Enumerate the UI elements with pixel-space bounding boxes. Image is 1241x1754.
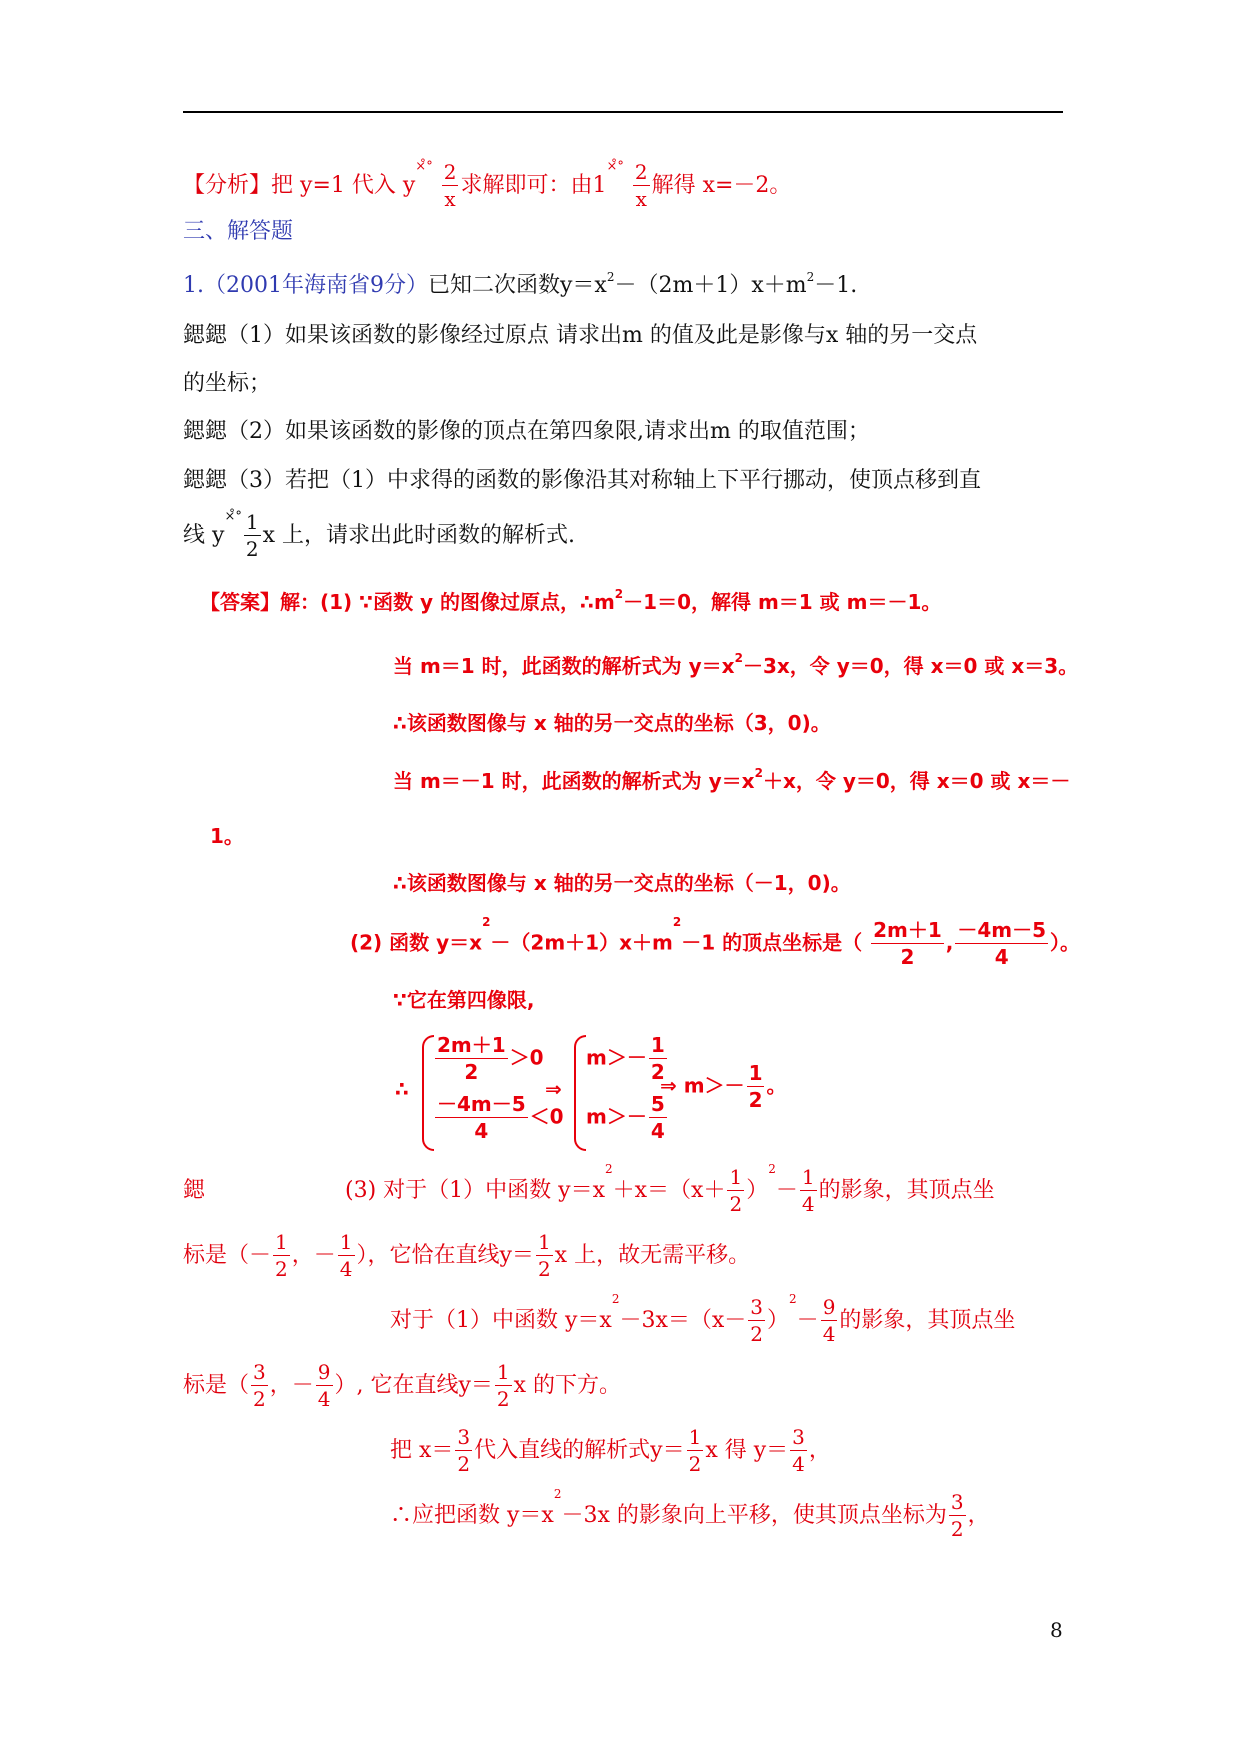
therefore-symbol: ∴ <box>395 1077 409 1101</box>
section-title: 三、解答题 <box>183 219 294 244</box>
answer-tag: 【答案】 <box>200 590 280 614</box>
answer-line1: 【答案】解：(1) ∵函数 y 的图像过原点，$\therefore m^2-1=0$，解得 m＝1 或 m＝－1。 <box>200 587 942 614</box>
system-m1: m＞－ $\frac{1}{2}$ <box>586 1033 665 1084</box>
question-part3-line1: 鍶鍶（3）若把（1）中求得的函数的影像沿其对称轴上下平行挪动，使顶点移到直 <box>183 468 981 493</box>
question-part2: 鍶鍶（2）如果该函数的影像的顶点在第四象限,请求出m 的取值范围； <box>183 419 870 444</box>
system-m2: m＞－ $\frac{5}{4}$ <box>586 1092 665 1143</box>
question-stem: 1.（2001年海南省9分）已知二次函数$y=x^2-(2m+1)x+m^2-1$. <box>183 270 858 298</box>
page-number: 8 <box>1050 1618 1063 1642</box>
system-arrow: ⇒ <box>545 1077 562 1101</box>
answer-line4-cont: 1。 <box>210 824 244 848</box>
part3-line4: 标是（ $\frac{3}{2}$ ，－ $\frac{9}{4}$ ）, 它在直线y＝ $\frac{1}{2}$ x 的下方。 <box>183 1360 622 1411</box>
part3-line5: 把 x＝ $\frac{3}{2}$ 代入直线的解析式y＝ $\frac{1}{2}$ x 得 y＝ $\frac{3}{4}$ ， <box>390 1425 831 1476</box>
part3-line2: 标是（－ $\frac{1}{2}$ ，－ $\frac{1}{4}$ ），它恰在直线y＝ $\frac{1}{2}$ x 上，故无需平移。 <box>183 1230 751 1281</box>
question-part1-line1: 鍶鍶（1）如果该函数的影像经过原点 请求出m 的值及此是影像与x 轴的另一交点 <box>183 323 978 348</box>
fraction: $\frac{2m+1}{2}$ <box>873 918 942 969</box>
part3-line3: 对于（1）中函数 $y=x^2-3x=(x-$ $\frac{3}{2}$ ）$^2$－ $\frac{9}{4}$ 的影象，其顶点坐 <box>390 1292 1016 1346</box>
question-part1-line2: 的坐标； <box>183 371 272 396</box>
system-row2: $\frac{-4m-5}{4}$ ＜0 <box>437 1092 564 1143</box>
answer-line6: (2) 函数 $y=x^2-(2m+1)x+m^2-1$ 的顶点坐标是（ $\frac{2m+1}{2}$ , $\frac{-4m-5}{4}$ ）。 <box>350 915 1081 969</box>
fraction: $\frac{-4m-5}{4}$ <box>957 918 1047 969</box>
analysis-tag: 【分析】 <box>183 173 272 198</box>
analysis-line: 【分析】把 y=1 代入 y×̊° $\frac{2}{x}$ 求解即可：由1×̊° $\frac{2}{x}$ 解得 x=－2。 <box>183 159 792 211</box>
brace-left-2 <box>574 1035 586 1151</box>
answer-line3: ∴该函数图像与 x 轴的另一交点的坐标（3，0)。 <box>393 711 831 735</box>
system-row1: $\frac{2m+1}{2}$ ＞0 <box>437 1033 544 1084</box>
system-result: ⇒ m＞－ $\frac{1}{2}$ 。 <box>660 1061 787 1112</box>
part3-line6: ∴应把函数 $y=x^2-3x$ 的影象向上平移，使其顶点坐标为 $\frac{3}{2}$ ， <box>390 1487 990 1541</box>
fraction: $\frac{2}{x}$ <box>634 160 648 211</box>
header-rule <box>183 111 1063 113</box>
answer-line5: ∴该函数图像与 x 轴的另一交点的坐标（－1，0)。 <box>393 871 851 895</box>
part3-line1: 鍶 (3) 对于（1）中函数 $y=x^2+x=(x+$ $\frac{1}{2}$ ）$^2$－ $\frac{1}{4}$ 的影象，其顶点坐 <box>183 1162 995 1216</box>
fraction: $\frac{2}{x}$ <box>443 160 457 211</box>
answer-line7: ∵它在第四像限, <box>393 988 535 1012</box>
answer-line2: 当 m＝1 时，此函数的解析式为 $y=x^2-3x$，令 y＝0，得 x＝0 或 x＝3。 <box>393 651 1079 678</box>
answer-line4: 当 m＝－1 时，此函数的解析式为 $y=x^2+x$，令 y＝0，得 x＝0 或 x＝－ <box>393 766 1071 793</box>
fraction: $\frac{1}{2}$ <box>245 510 259 561</box>
question-part3-line2: 线 y×̊° $\frac{1}{2}$ x 上，请求出此时函数的解析式. <box>183 509 575 561</box>
